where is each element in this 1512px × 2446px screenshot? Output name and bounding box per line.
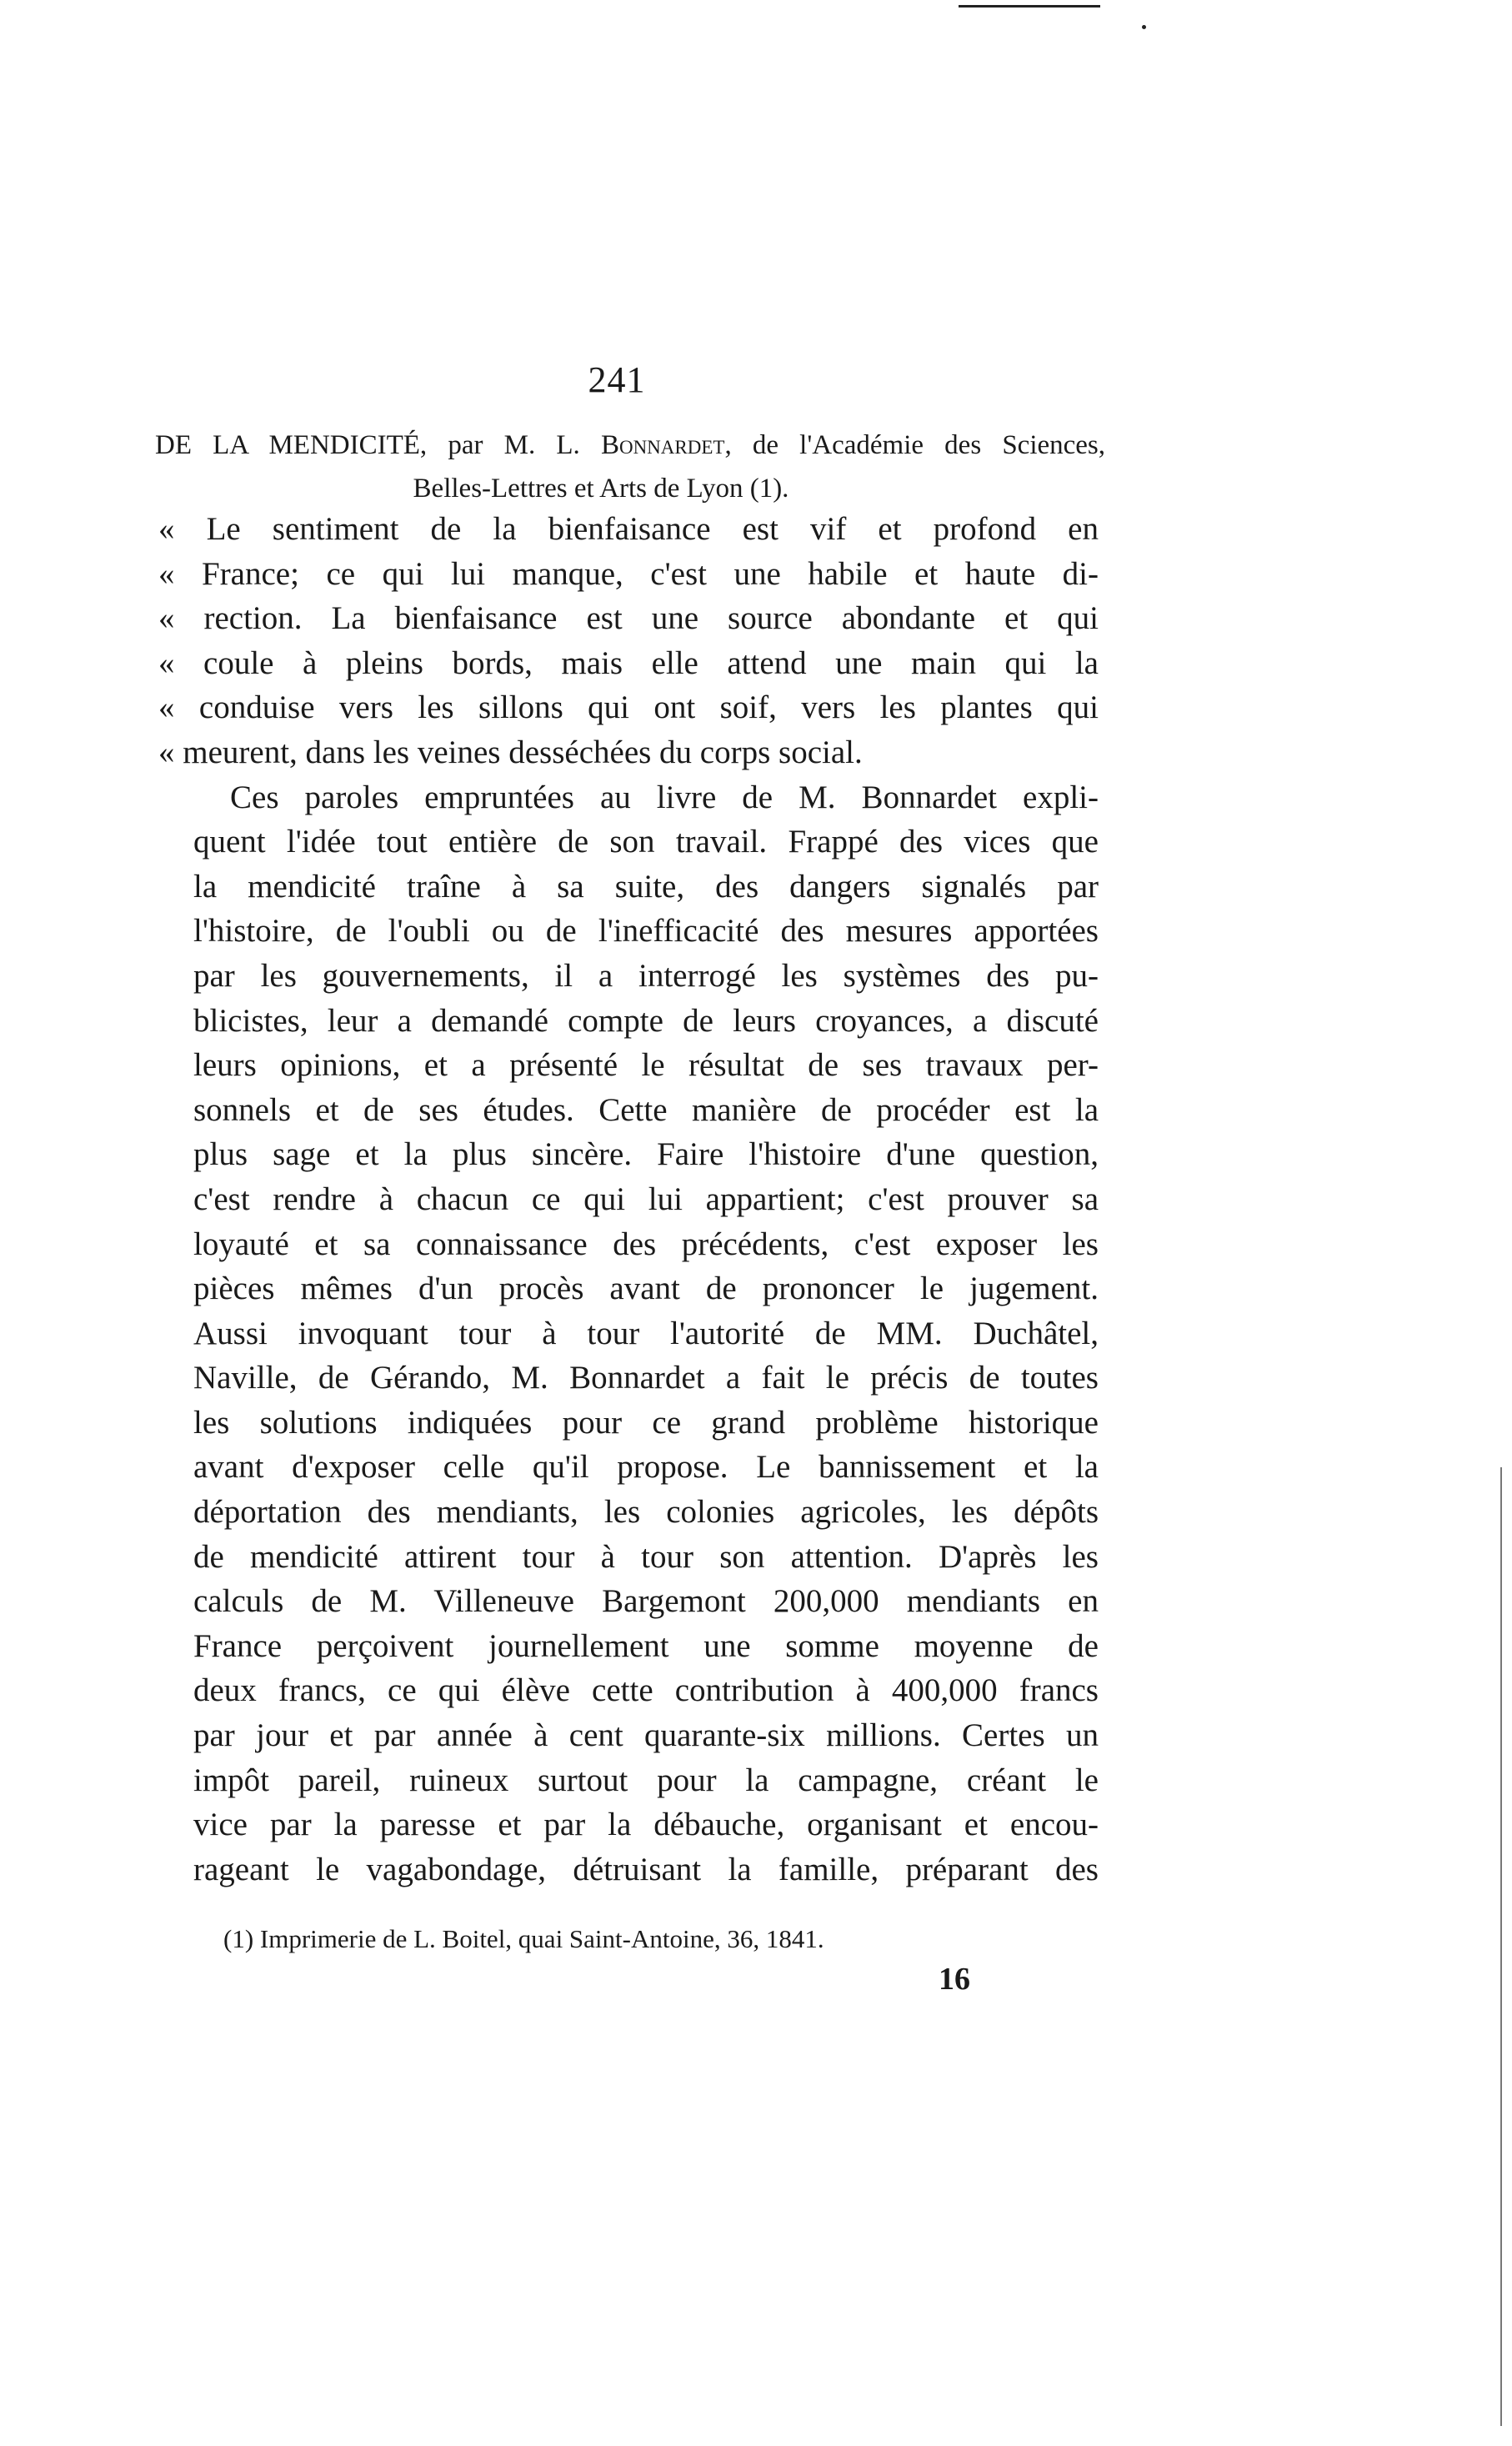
- body-line: loyauté et sa connaissance des précédents, c'est exposer les: [193, 1226, 1099, 1262]
- body-line: impôt pareil, ruineux surtout pour la campagne, créant le: [193, 1762, 1099, 1798]
- body-line: pièces mêmes d'un procès avant de prononcer le jugement.: [193, 1271, 1099, 1307]
- scan-artifact-dot: [1142, 25, 1146, 29]
- body-line: blicistes, leur a demandé compte de leurs croyances, a discuté: [193, 1002, 1099, 1039]
- body-line: déportation des mendiants, les colonies agricoles, les dépôts: [193, 1494, 1099, 1531]
- body-line: plus sage et la plus sincère. Faire l'histoire d'une question,: [193, 1136, 1099, 1173]
- body-line: « coule à pleins bords, mais elle attend une main qui la: [158, 644, 1099, 681]
- article-title-line: [155, 424, 1105, 467]
- author-initials: M. L.: [503, 430, 580, 460]
- footnote: (1) Imprimerie de L. Boitel, quai Saint-Antoine, 36, 1841.: [223, 1924, 824, 1953]
- signature-mark: 16: [939, 1962, 970, 1997]
- body-line: par jour et par année à cent quarante-six millions. Certes un: [193, 1717, 1099, 1754]
- article-by: par: [448, 430, 483, 460]
- body-line: « Le sentiment de la bienfaisance est vif et profond en: [158, 511, 1099, 547]
- author-affiliation-1: de l'Académie des Sciences,: [752, 430, 1106, 460]
- body-line: rageant le vagabondage, détruisant la famille, préparant des: [193, 1851, 1099, 1887]
- body-line: les solutions indiquées pour ce grand problème historique: [193, 1404, 1099, 1441]
- body-line: de mendicité attirent tour à tour son attention. D'après les: [193, 1538, 1099, 1575]
- author-affiliation-2: Belles-Lettres et Arts de Lyon (1).: [413, 474, 789, 504]
- body-line: leurs opinions, et a présenté le résultat de ses travaux per-: [193, 1047, 1099, 1084]
- body-line: « rection. La bienfaisance est une source abondante et qui: [158, 600, 1099, 637]
- body-line: vice par la paresse et par la débauche, organisant et encou-: [193, 1807, 1099, 1843]
- body-line: l'histoire, de l'oubli ou de l'inefficacité des mesures apportées: [193, 913, 1099, 950]
- body-line: « conduise vers les sillons qui ont soif, vers les plantes qui: [158, 689, 1099, 726]
- body-line: quent l'idée tout entière de son travail. Frappé des vices que: [193, 824, 1099, 860]
- body-line: Aussi invoquant tour à tour l'autorité de MM. Duchâtel,: [193, 1315, 1099, 1351]
- scan-artifact-right-edge: [1500, 1467, 1502, 2426]
- body-line: « meurent, dans les veines desséchées du corps social.: [158, 734, 863, 770]
- body-line: Naville, de Gérando, M. Bonnardet a fait le précis de toutes: [193, 1360, 1099, 1396]
- body-line: la mendicité traîne à sa suite, des dangers signalés par: [193, 868, 1099, 905]
- body-text: [158, 507, 1099, 1892]
- body-line: c'est rendre à chacun ce qui lui appartient; c'est prouver sa: [193, 1180, 1099, 1217]
- body-line: France perçoivent journellement une somme moyenne de: [193, 1627, 1099, 1664]
- scan-artifact-top: [959, 5, 1100, 8]
- body-line: calculs de M. Villeneuve Bargemont 200,000 mendiants en: [193, 1583, 1099, 1620]
- body-line: Ces paroles empruntées au livre de M. Bonnardet expli-: [230, 779, 1099, 815]
- article-header: [155, 424, 1105, 510]
- body-line: deux francs, ce qui élève cette contribution à 400,000 francs: [193, 1672, 1099, 1709]
- article-title: DE LA MENDICITÉ,: [155, 430, 428, 460]
- body-line: par les gouvernements, il a interrogé les systèmes des pu-: [193, 957, 1099, 994]
- page-number: 241: [588, 359, 646, 400]
- author-name: Bonnardet,: [600, 430, 732, 460]
- body-line: « France; ce qui lui manque, c'est une habile et haute di-: [158, 555, 1099, 592]
- body-line: sonnels et de ses études. Cette manière de procéder est la: [193, 1091, 1099, 1128]
- body-line: avant d'exposer celle qu'il propose. Le bannissement et la: [193, 1449, 1099, 1486]
